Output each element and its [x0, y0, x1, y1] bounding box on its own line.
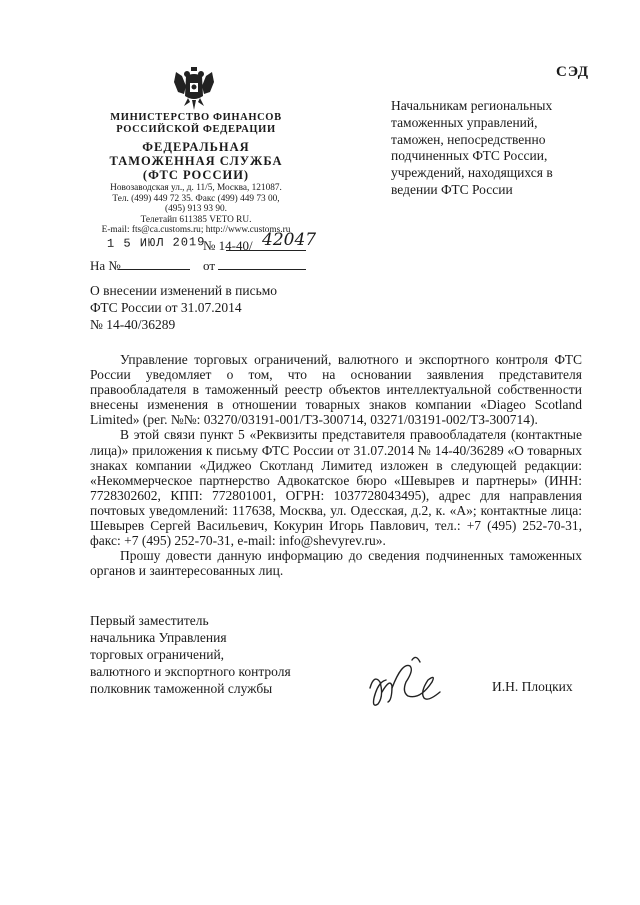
contact-line: Телетайп 611385 VETO RU.: [140, 214, 252, 225]
contact-line: Тел. (499) 449 72 35. Факс (499) 449 73 00,: [112, 193, 280, 204]
number-underline: [226, 250, 306, 251]
signer-line: Первый заместитель: [90, 613, 209, 628]
contact-line: Новозаводская ул., д. 11/5, Москва, 121087.: [110, 183, 282, 193]
signer-line: торговых ограничений,: [90, 647, 225, 662]
ministry-line: МИНИСТЕРСТВО ФИНАНСОВ: [110, 112, 282, 123]
service-name: [92, 140, 300, 182]
coat-of-arms-emblem: [172, 66, 216, 112]
service-line: ТАМОЖЕННАЯ СЛУЖБА: [109, 154, 283, 168]
document-number-handwritten: 42047: [262, 230, 317, 250]
service-line: (ФТС РОССИИ): [142, 168, 250, 182]
contact-line: E-mail: fts@ca.customs.ru; http://www.customs.ru: [101, 225, 291, 236]
contact-block: [90, 183, 302, 236]
signer-line: валютного и экспортного контроля: [90, 664, 291, 679]
addressee-line: ведении ФТС России: [391, 181, 513, 197]
service-line: ФЕДЕРАЛЬНАЯ: [142, 140, 250, 154]
addressee-line: Начальникам региональных: [391, 98, 553, 113]
signer-name: И.Н. Плоцких: [492, 679, 573, 694]
reply-number-underline: [118, 269, 190, 270]
reply-date-underline: [218, 269, 306, 270]
subject-line: О внесении изменений в письмо: [90, 283, 278, 298]
document-number-label: № 14-40/: [203, 238, 253, 253]
ministry-name: [92, 112, 300, 136]
body-paragraph: Управление торговых ограничений, валютного и экспортного контроля ФТС России уведомляет о том, что на основании заявления представителя правообладателя в таможенный реестр объектов интеллектуальной собственности внесены изменения в отношении товарных знаков компании «Diageo Scotland Limited» (рег. №№: 03270/03191-001/ТЗ-300714, 03271/03191-002/ТЗ-300714).: [90, 352, 582, 428]
contact-line: (495) 913 93 90.: [165, 204, 227, 215]
date-stamp: 1 5 ИЮЛ 2019: [106, 235, 206, 251]
ministry-line: РОССИЙСКОЙ ФЕДЕРАЦИИ: [116, 124, 276, 135]
body-paragraph: В этой связи пункт 5 «Реквизиты представителя правообладателя (контактные лица)» приложения к письму ФТС России от 31.07.2014 № 14-40/36289 «О товарных знаках компании «Диджео Скотланд Лимитед изложен в следующей редакции: «Некоммерческое партнерство Адвокатское бюро «Шевырев и партнеры» (ИНН: 7728302602, КПП: 772801001, ОГРН: 1037728043495), адрес для направления почтовых уведомлений: 117638, Москва, ул. Одесская, д.2, к. «А»; контактные лица: Шевырев Сергей Васильевич, Кокурин Игорь Павлович, тел.: +7 (495) 252-70-31, факс: +7 (495) 252-70-31, e-mail: info@shevyrev.ru».: [90, 427, 582, 549]
reply-date-label: от: [203, 258, 216, 273]
signer-line: полковник таможенной службы: [90, 681, 273, 696]
subject-line: ФТС России от 31.07.2014: [90, 299, 242, 315]
addressee-line: учреждений, находящихся в: [391, 165, 553, 181]
sed-mark: СЭД: [556, 64, 590, 80]
addressee-line: таможенных управлений,: [391, 114, 538, 130]
reply-number-label: На №: [90, 258, 121, 273]
signer-title-block: [90, 612, 291, 697]
body-paragraph: Прошу довести данную информацию до сведения подчиненных таможенных органов и заинтересованных лиц.: [90, 548, 582, 579]
addressee-line: подчиненных ФТС России,: [391, 148, 548, 164]
handwritten-signature: [362, 652, 462, 714]
subject-line: № 14-40/36289: [90, 316, 176, 332]
addressee-line: таможен, непосредственно: [391, 131, 546, 147]
addressee-block: [391, 98, 591, 199]
subject-block: [90, 283, 277, 333]
signer-line: начальника Управления: [90, 630, 227, 645]
letter-body: [90, 352, 582, 578]
